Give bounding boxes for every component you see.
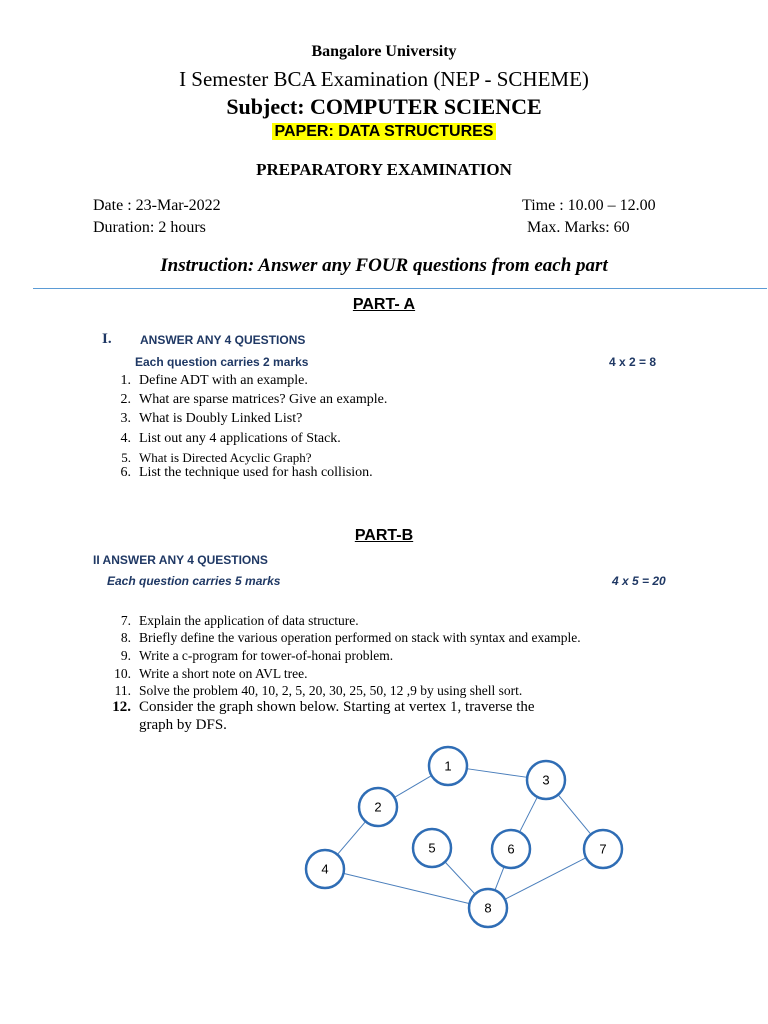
exam-date: Date : 23-Mar-2022 [93,197,221,214]
question-item: 1. Define ADT with an example. [120,373,308,388]
graph-edge-1-3 [467,769,527,778]
part-a-roman: I. [102,331,112,347]
question-item-12: 12. Consider the graph shown below. Starting at vertex 1, traverse the [112,699,535,715]
graph-node-label: 5 [428,840,436,856]
graph-edge-1-2 [394,776,431,798]
exam-type: PREPARATORY EXAMINATION [256,160,512,179]
question-item: 5. What is Directed Acyclic Graph? [121,450,312,465]
graph-edge-2-4 [337,821,365,854]
question-item: 3. What is Doubly Linked List? [120,411,303,426]
part-b-marks: 4 x 5 = 20 [612,574,666,588]
subject-title: Subject: COMPUTER SCIENCE [226,94,542,119]
question-item: 9. Write a c-program for tower-of-honai problem. [120,648,394,663]
graph-node-label: 1 [444,758,452,774]
graph-node-label: 3 [542,772,550,788]
graph-edge-3-6 [520,797,538,832]
question-item: 7. Explain the application of data structure. [120,613,359,628]
question-item: 10. Write a short note on AVL tree. [114,666,308,681]
part-a-heading: ANSWER ANY 4 QUESTIONS [140,333,306,347]
exam-time: Time : 10.00 – 12.00 [522,197,656,214]
exam-duration: Duration: 2 hours [93,219,206,236]
instruction: Instruction: Answer any FOUR questions from each part [160,255,608,276]
part-a-marks: 4 x 2 = 8 [609,355,657,369]
graph-edge-5-8 [445,862,475,894]
question-item: 6. List the technique used for hash collision. [120,465,373,480]
graph-node-label: 7 [599,841,607,857]
question-item: 8. Briefly define the various operation performed on stack with syntax and example. [120,630,581,645]
part-b-subheading: Each question carries 5 marks [107,574,281,588]
graph-edge-4-8 [343,873,469,903]
paper-title: PAPER: DATA STRUCTURES [272,123,497,140]
question-item: 11. Solve the problem 40, 10, 2, 5, 20, 30, 25, 50, 12 ,9 by using shell sort. [114,683,523,698]
question-12-line2: graph by DFS. [139,717,227,733]
max-marks: Max. Marks: 60 [527,219,630,236]
graph-edge-6-8 [495,867,504,891]
university-name: Bangalore University [311,43,457,60]
part-b-title: PART-B [354,527,414,544]
part-a-subheading: Each question carries 2 marks [135,355,309,369]
graph-node-label: 4 [321,861,329,877]
part-b-heading: II ANSWER ANY 4 QUESTIONS [93,553,268,567]
question-item: 2. What are sparse matrices? Give an example. [120,392,388,407]
graph-node-label: 8 [484,900,492,916]
exam-title: I Semester BCA Examination (NEP - SCHEME) [179,67,589,91]
graph-node-label: 6 [507,841,515,857]
question-item: 4. List out any 4 applications of Stack. [120,431,341,446]
part-a-title: PART- A [352,296,416,313]
graph-edge-3-7 [558,795,591,835]
graph-node-label: 2 [374,799,382,815]
